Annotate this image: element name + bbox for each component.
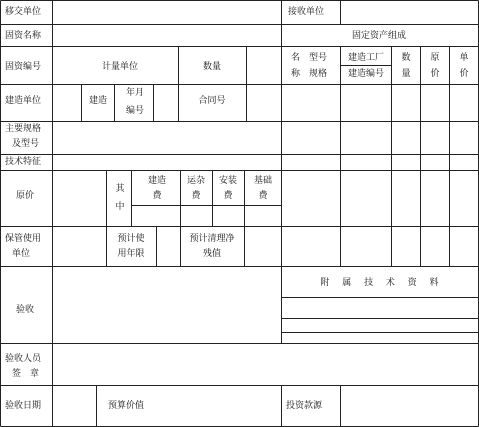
label-quantity: 数量 [202,62,222,72]
label-tech-features: 技术特征 [5,157,42,167]
label-salvage-line1: 预计清理净 [189,234,235,244]
label-unitprice-line2: 价 [459,69,469,79]
label-build-fee-line2: 费 [152,191,162,201]
label-foundation-fee-line2: 费 [258,191,268,201]
label-lifetime-line1: 预计使 [117,234,145,244]
label-measure-unit: 计量单位 [101,62,139,72]
label-budget-value: 预算价值 [108,401,145,411]
label-yearmonth-line1: 年月 [125,88,145,98]
label-inspector-line2: 签 章 [12,369,40,379]
label-fixed-asset-composition: 固定资产组成 [351,31,407,41]
label-acceptance: 验收 [16,305,35,315]
label-attached-tech-docs: 附 属 技 术 资 料 [320,278,444,288]
label-build-factory: 建造工厂 [347,53,385,63]
label-name-model-line1: 名 型号 [291,53,328,63]
label-lifetime-line2: 用年限 [117,249,145,259]
label-yearmonth-line2: 编号 [125,106,145,116]
label-investment-source: 投资款源 [286,401,323,411]
label-unitprice-line1: 单 [459,53,469,63]
label-salvage-line2: 残值 [202,249,222,259]
label-install-fee-line2: 费 [223,191,233,201]
label-transport-fee-line1: 运杂 [186,176,206,186]
label-among-line2: 中 [115,202,125,212]
label-qty-line2: 量 [401,69,411,79]
label-build-no: 建造编号 [347,69,385,79]
label-price-line2: 价 [430,69,440,79]
label-transfer-unit: 移交单位 [5,7,42,17]
label-install-fee-line1: 安装 [218,176,238,186]
label-contract-no: 合同号 [198,96,226,106]
label-foundation-fee-line1: 基础 [253,176,273,186]
label-qty-line1: 数 [401,53,411,63]
label-custody-line1: 保管使用 [5,234,42,244]
label-transport-fee-line2: 费 [191,191,201,201]
label-inspector-line1: 验收人员 [5,354,42,364]
label-price-line1: 原 [430,53,440,63]
label-original-price: 原价 [16,191,35,201]
label-build-fee-line1: 建造 [147,176,167,186]
label-build: 建造 [88,96,108,106]
label-asset-name: 固资名称 [5,31,42,41]
label-build-unit: 建造单位 [5,96,42,106]
label-spec-line2: 及型号 [12,139,40,149]
label-spec-line1: 主要规格 [5,124,42,134]
label-accept-date: 验收日期 [5,401,42,411]
label-asset-no: 固资编号 [5,62,42,72]
label-among-line1: 其 [115,184,125,194]
label-custody-line2: 单位 [12,249,31,259]
label-name-model-line2: 称 规格 [291,69,328,79]
label-receive-unit: 接收单位 [288,7,325,17]
